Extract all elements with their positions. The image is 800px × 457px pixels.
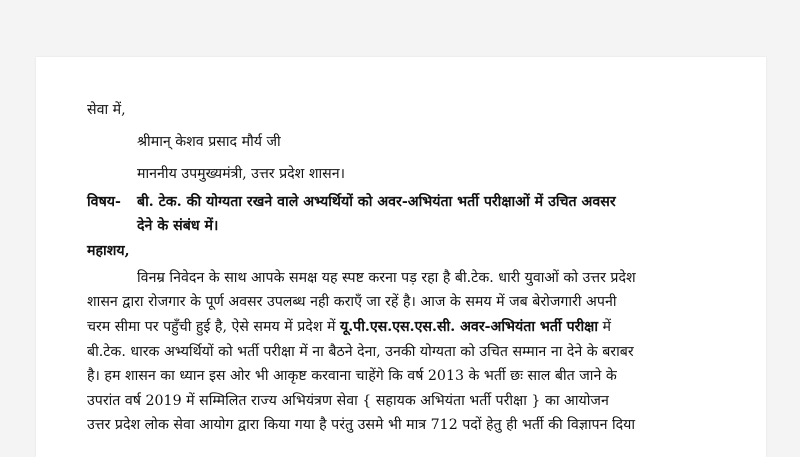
body-line-6: उपरांत वर्ष 2019 में सम्मिलित राज्य अभियंत्रण सेवा { सहायक अभियंता भर्ती परीक्षा } का आयोजन: [87, 393, 609, 409]
body-line-5: है। हम शासन का ध्यान इस ओर भी आकृष्ट करवाना चाहेंगे कि वर्ष 2013 के भर्ती छः साल बीत जाने के: [87, 368, 617, 384]
salutation-to: सेवा में,: [87, 102, 126, 118]
body-line-3-text: चरम सीमा पर पहुँची हुई है, ऐसे समय में प्रदेश में: [87, 319, 340, 335]
body-line-3-end: में: [598, 319, 611, 335]
subject-line-2: देने के संबंध में।: [137, 218, 219, 234]
body-line-2: शासन द्वारा रोजगार के पूर्ण अवसर उपलब्ध नही कराएँ जा रहें है। आज के समय में जब बेरोजगारी अपनी: [87, 294, 617, 310]
recipient-designation: माननीय उपमुख्यमंत्री, उत्तर प्रदेश शासन।: [137, 166, 345, 182]
body-line-1: विनम्र निवेदन के साथ आपके समक्ष यह स्पष्ट करना पड़ रहा है बी.टेक. धारी युवाओं को उत्तर प्रदेश: [137, 270, 636, 286]
letter-page: [36, 57, 766, 457]
body-line-3: [87, 318, 611, 336]
subject-label: विषय-: [87, 194, 121, 210]
body-line-7: उत्तर प्रदेश लोक सेवा आयोग द्वारा किया गया है परंतु उसमे भी मात्र 712 पदों हेतु ही भर्ती की विज्ञापन दिया: [87, 417, 636, 433]
exam-name-highlight: यू.पी.एस.एस.एस.सी. अवर-अभियंता भर्ती परीक्षा: [339, 319, 598, 335]
greeting: महाशय,: [87, 243, 130, 259]
subject-line-1: बी. टेक. की योग्यता रखने वाले अभ्यर्थियों को अवर-अभियंता भर्ती परीक्षाओं में उचित अवसर: [137, 194, 616, 210]
recipient-name: श्रीमान् केशव प्रसाद मौर्य जी: [137, 134, 281, 150]
body-line-4: बी.टेक. धारक अभ्यर्थियों को भर्ती परीक्षा में ना बैठने देना, उनकी योग्यता को उचित सम्मान ना देने के बराबर: [87, 344, 634, 360]
